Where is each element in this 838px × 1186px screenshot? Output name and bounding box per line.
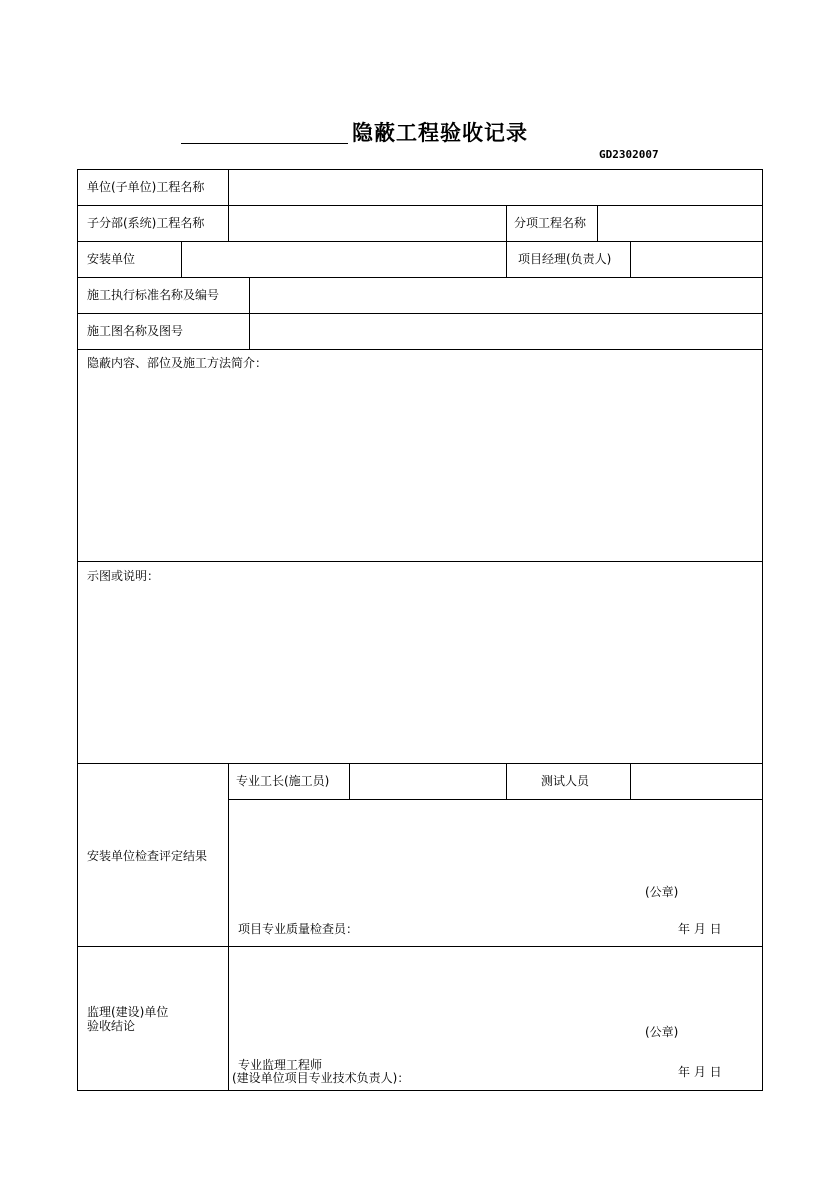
seal-text: (公章): [645, 885, 679, 899]
inspector-label: 项目专业质量检查员：: [238, 922, 359, 936]
row-divider: [77, 561, 763, 562]
row-divider: [77, 205, 763, 206]
install-check-label: 安装单位检查评定结果: [87, 849, 208, 863]
row-divider: [77, 763, 763, 764]
supervision-label: 监理(建设)单位: [87, 1005, 169, 1019]
conclusion-label: 验收结论: [87, 1019, 136, 1033]
row-divider: [77, 241, 763, 242]
col-divider: [228, 763, 229, 1090]
form-code: GD2302007: [599, 148, 659, 161]
table-border-top: [77, 169, 763, 170]
concealed-desc-label: 隐蔽内容、部位及施工方法简介：: [87, 356, 268, 370]
form-title-underline: [181, 143, 348, 144]
col-divider: [228, 169, 229, 241]
item-project-label: 分项工程名称: [514, 216, 587, 230]
tester-label: 测试人员: [541, 774, 590, 788]
form-title: 隐蔽工程验收记录: [352, 121, 528, 145]
row-divider: [77, 277, 763, 278]
unit-project-label: 单位(子单位)工程名称: [87, 180, 205, 194]
col-divider: [349, 763, 350, 799]
drawing-label: 施工图名称及图号: [87, 324, 184, 338]
install-unit-label: 安装单位: [87, 252, 136, 266]
engineer-sub-label: (建设单位项目专业技术负责人)：: [232, 1071, 410, 1085]
col-divider: [181, 241, 182, 277]
row-divider: [228, 799, 763, 800]
project-manager-label: 项目经理(负责人): [518, 252, 612, 266]
table-border-right: [762, 169, 763, 1090]
col-divider: [506, 763, 507, 799]
engineer-label: 专业监理工程师: [238, 1058, 323, 1072]
standard-label: 施工执行标准名称及编号: [87, 288, 220, 302]
foreman-label: 专业工长(施工员): [236, 774, 330, 788]
col-divider: [597, 205, 598, 241]
date-text: 年 月 日: [678, 922, 722, 936]
row-divider: [77, 313, 763, 314]
diagram-label: 示图或说明：: [87, 569, 160, 583]
col-divider: [506, 205, 507, 277]
col-divider: [249, 277, 250, 349]
col-divider: [630, 241, 631, 277]
col-divider: [630, 763, 631, 799]
seal-text: (公章): [645, 1025, 679, 1039]
date-text: 年 月 日: [678, 1065, 722, 1079]
sub-project-label: 子分部(系统)工程名称: [87, 216, 205, 230]
table-border-left: [77, 169, 78, 1090]
table-border-bottom: [77, 1090, 763, 1091]
row-divider: [77, 349, 763, 350]
row-divider: [77, 946, 763, 947]
